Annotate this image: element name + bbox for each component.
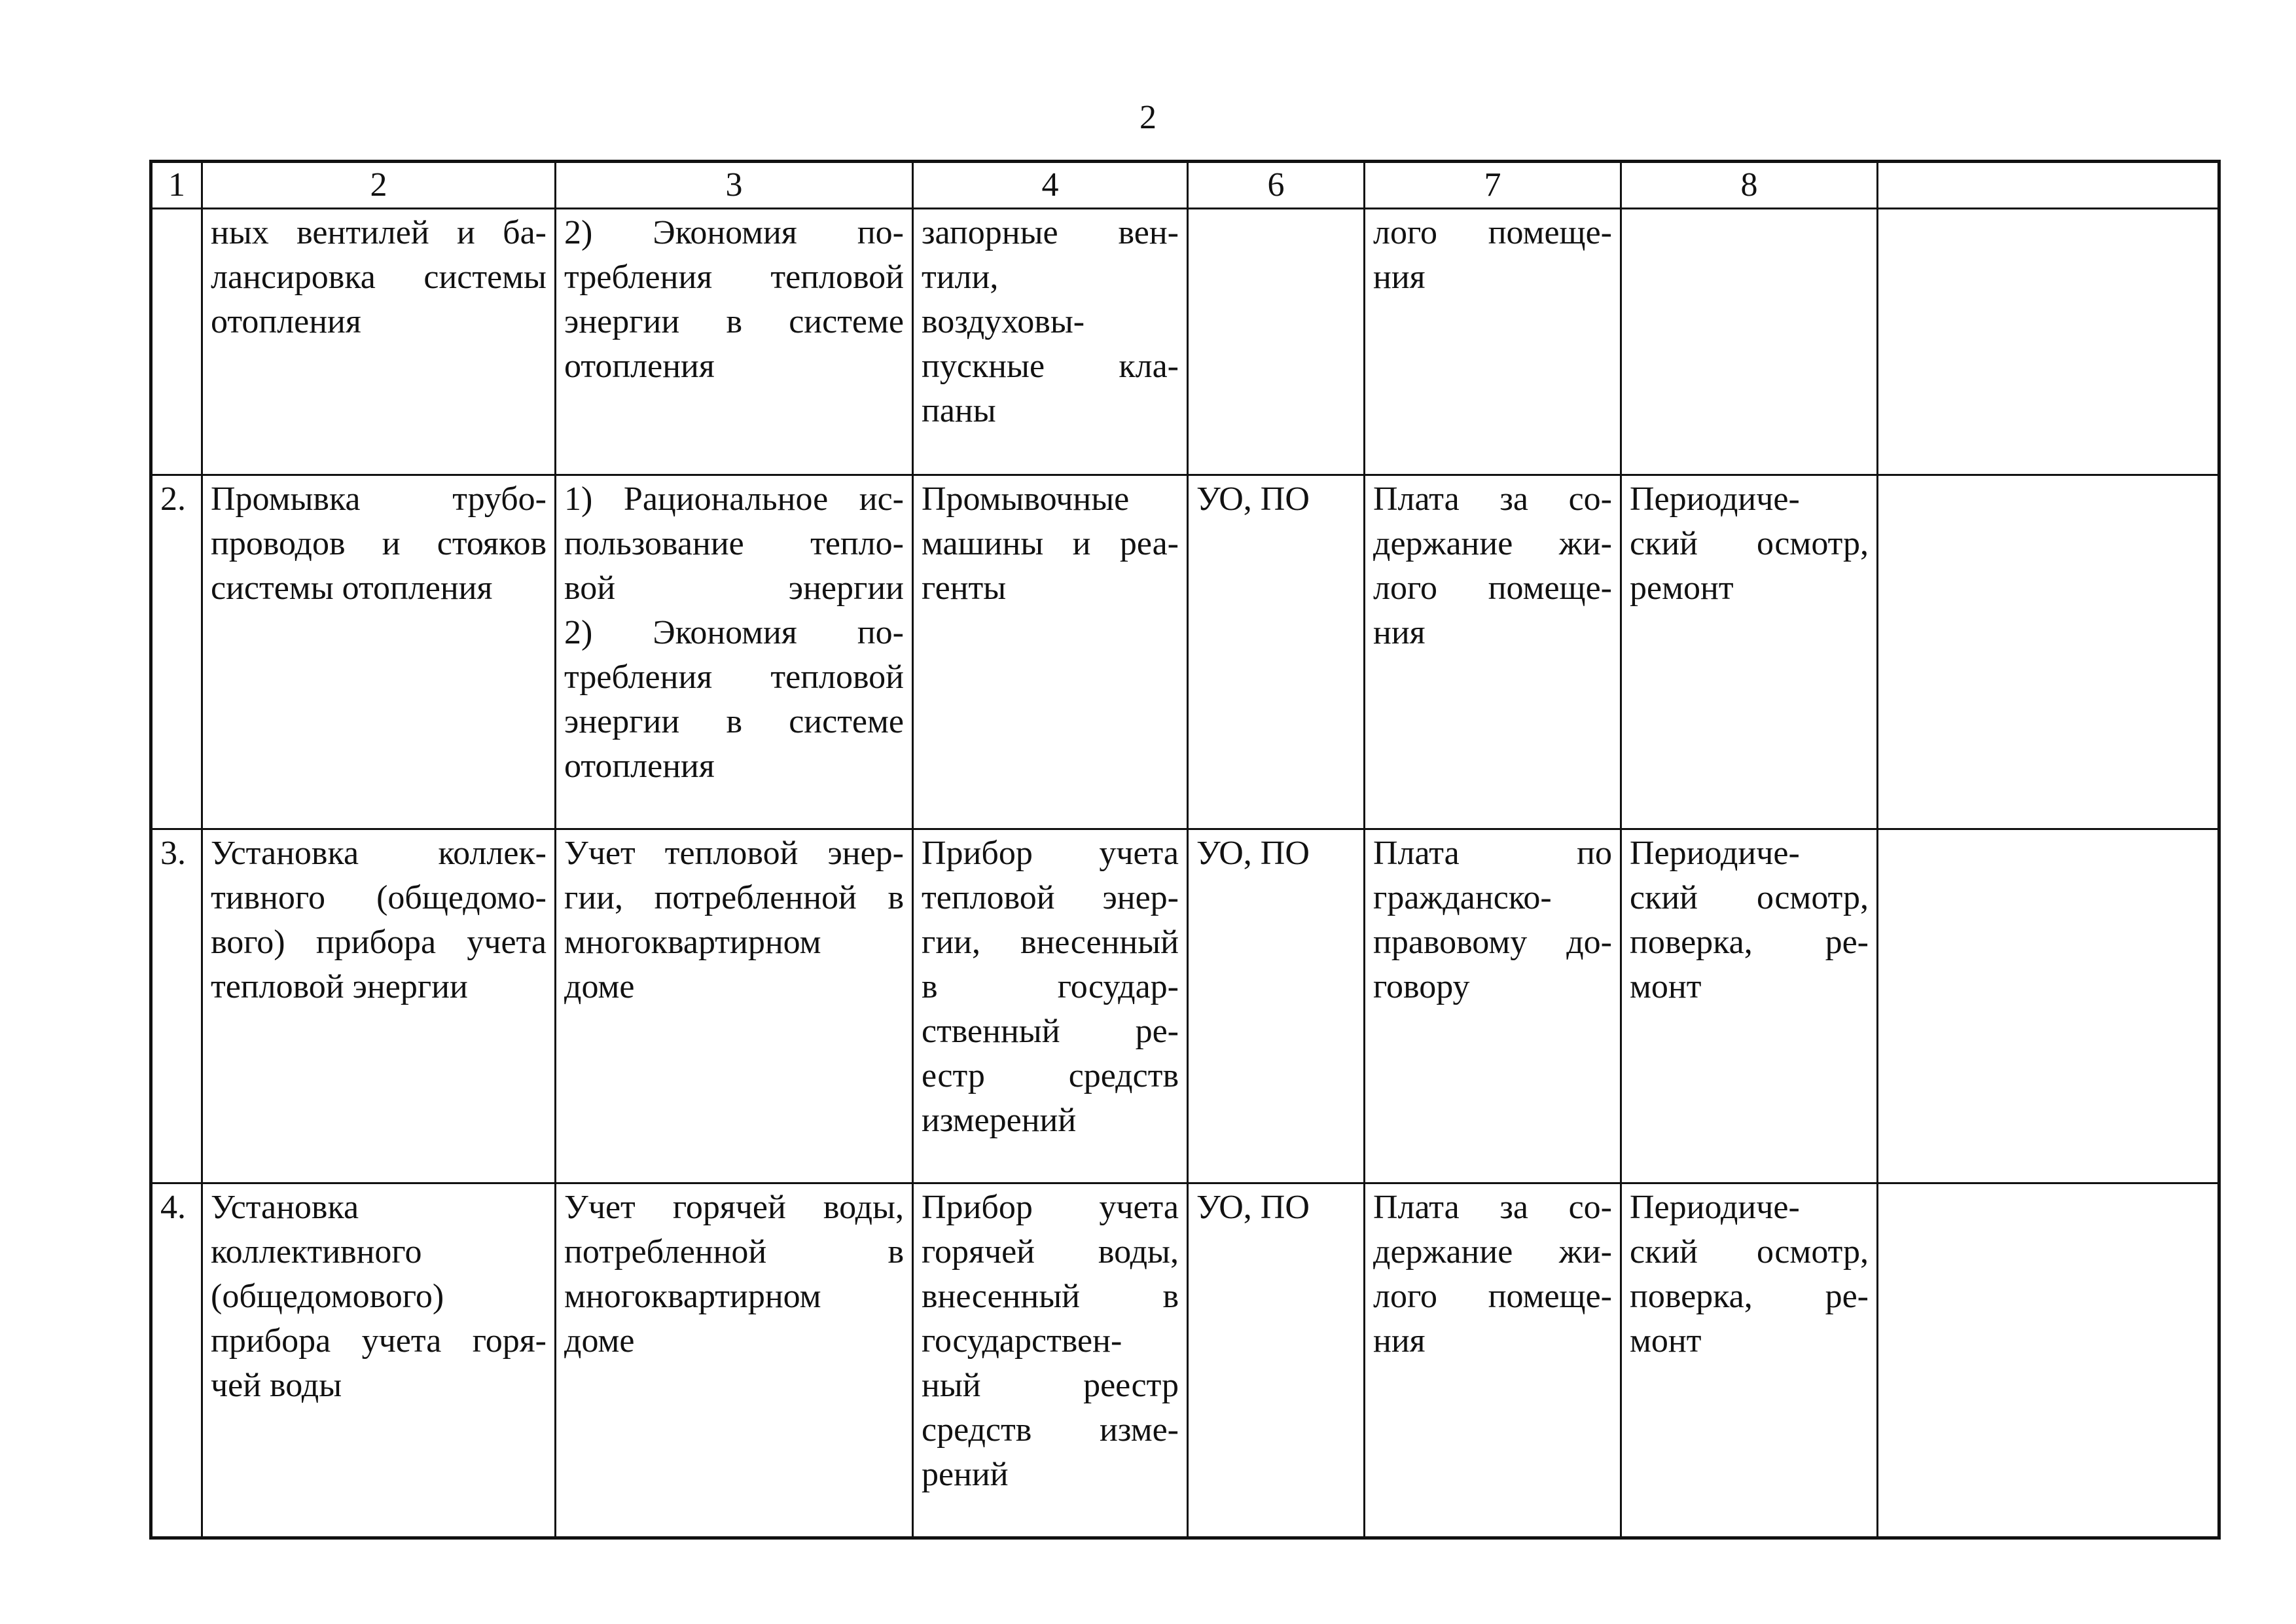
cell-line: отопления bbox=[564, 748, 715, 785]
cell-line: паны bbox=[922, 392, 996, 429]
cell-c3 bbox=[556, 209, 913, 475]
cell-line: УО, ПО bbox=[1196, 835, 1310, 872]
cell-line: пользование тепло- bbox=[564, 525, 904, 562]
cell-line: лого помеще- bbox=[1373, 214, 1612, 251]
cell-line: воздуховы- bbox=[922, 303, 1085, 340]
cell-line: Плата по bbox=[1373, 835, 1612, 872]
cell-line: монт bbox=[1630, 1322, 1702, 1360]
cell-line: поверка, ре- bbox=[1630, 1278, 1869, 1315]
cell-c7 bbox=[1365, 209, 1621, 475]
cell-line: УО, ПО bbox=[1196, 1189, 1310, 1226]
cell-line: говору bbox=[1373, 968, 1470, 1005]
cell-line: ный реестр bbox=[922, 1367, 1179, 1404]
cell-c4 bbox=[913, 829, 1188, 1183]
table-row bbox=[151, 1183, 2219, 1538]
cell-line: многоквартирном bbox=[564, 1278, 821, 1315]
row-number: 2. bbox=[151, 475, 202, 829]
cell-c3 bbox=[556, 829, 913, 1183]
cell-c9 bbox=[1878, 209, 2219, 475]
header-cell: 7 bbox=[1365, 162, 1621, 209]
cell-line: многоквартирном bbox=[564, 924, 821, 961]
cell-line: ский осмотр, bbox=[1630, 1233, 1869, 1271]
cell-line: Промывка трубо- bbox=[211, 480, 547, 518]
cell-line: гии, потребленной в bbox=[564, 879, 904, 916]
cell-line: 1) Рациональное ис- bbox=[564, 480, 904, 518]
cell-line: вой энергии bbox=[564, 569, 904, 607]
header-cell: 3 bbox=[556, 162, 913, 209]
cell-line: тепловой энергии bbox=[211, 968, 468, 1005]
cell-line: гии, внесенный bbox=[922, 924, 1179, 961]
cell-line: Периодиче- bbox=[1630, 1189, 1800, 1226]
cell-c9 bbox=[1878, 1183, 2219, 1538]
cell-line: лого помеще- bbox=[1373, 569, 1612, 607]
cell-line: тепловой энер- bbox=[922, 879, 1179, 916]
cell-line: 2) Экономия по- bbox=[564, 614, 904, 651]
cell-line: Учет тепловой энер- bbox=[564, 835, 904, 872]
cell-c6 bbox=[1188, 829, 1365, 1183]
cell-line: чей воды bbox=[211, 1367, 342, 1404]
row-number: 3. bbox=[151, 829, 202, 1183]
cell-c8 bbox=[1621, 475, 1878, 829]
cell-c7 bbox=[1365, 1183, 1621, 1538]
table-row bbox=[151, 209, 2219, 475]
cell-line: энергии в системе bbox=[564, 703, 904, 740]
cell-line: ния bbox=[1373, 614, 1426, 651]
cell-line: пускные кла- bbox=[922, 348, 1179, 385]
cell-c6 bbox=[1188, 475, 1365, 829]
cell-line: горячей воды, bbox=[922, 1233, 1179, 1271]
cell-line: вого) прибора учета bbox=[211, 924, 547, 961]
cell-line: доме bbox=[564, 1322, 635, 1360]
cell-c7 bbox=[1365, 475, 1621, 829]
cell-c8 bbox=[1621, 1183, 1878, 1538]
cell-c9 bbox=[1878, 829, 2219, 1183]
header-cell bbox=[1878, 162, 2219, 209]
cell-line: ремонт bbox=[1630, 569, 1734, 607]
cell-line: отопления bbox=[564, 348, 715, 385]
row-number: 4. bbox=[151, 1183, 202, 1538]
cell-line: (общедомового) bbox=[211, 1278, 444, 1315]
cell-c2 bbox=[202, 1183, 556, 1538]
cell-line: энергии в системе bbox=[564, 303, 904, 340]
measures-table bbox=[149, 160, 2221, 1540]
cell-line: отопления bbox=[211, 303, 361, 340]
cell-c6 bbox=[1188, 209, 1365, 475]
cell-line: держание жи- bbox=[1373, 525, 1612, 562]
cell-line: запорные вен- bbox=[922, 214, 1179, 251]
cell-line: ский осмотр, bbox=[1630, 525, 1869, 562]
cell-line: измерений bbox=[922, 1102, 1077, 1139]
cell-line: потребленной в bbox=[564, 1233, 904, 1271]
header-cell: 4 bbox=[913, 162, 1188, 209]
cell-c2 bbox=[202, 475, 556, 829]
cell-line: ния bbox=[1373, 259, 1426, 296]
cell-c9 bbox=[1878, 475, 2219, 829]
cell-line: системы отопления bbox=[211, 569, 493, 607]
cell-line: ных вентилей и ба- bbox=[211, 214, 547, 251]
cell-line: рений bbox=[922, 1456, 1009, 1493]
cell-c2 bbox=[202, 829, 556, 1183]
cell-c4 bbox=[913, 475, 1188, 829]
cell-c8 bbox=[1621, 829, 1878, 1183]
cell-c4 bbox=[913, 209, 1188, 475]
cell-line: тивного (общедомо- bbox=[211, 879, 547, 916]
cell-c3 bbox=[556, 475, 913, 829]
header-cell: 2 bbox=[202, 162, 556, 209]
cell-line: держание жи- bbox=[1373, 1233, 1612, 1271]
cell-line: Плата за со- bbox=[1373, 1189, 1612, 1226]
cell-line: внесенный в bbox=[922, 1278, 1179, 1315]
cell-line: генты bbox=[922, 569, 1007, 607]
cell-line: проводов и стояков bbox=[211, 525, 547, 562]
cell-line: Установка коллек- bbox=[211, 835, 547, 872]
cell-line: Прибор учета bbox=[922, 835, 1179, 872]
cell-line: правовому до- bbox=[1373, 924, 1612, 961]
cell-line: Учет горячей воды, bbox=[564, 1189, 904, 1226]
cell-line: естр средств bbox=[922, 1057, 1179, 1094]
cell-line: тили, bbox=[922, 259, 999, 296]
cell-line: гражданско- bbox=[1373, 879, 1552, 916]
cell-line: монт bbox=[1630, 968, 1702, 1005]
cell-line: 2) Экономия по- bbox=[564, 214, 904, 251]
cell-c3 bbox=[556, 1183, 913, 1538]
cell-line: Промывочные bbox=[922, 480, 1130, 518]
cell-line: Периодиче- bbox=[1630, 480, 1800, 518]
cell-line: Прибор учета bbox=[922, 1189, 1179, 1226]
cell-line: машины и реа- bbox=[922, 525, 1179, 562]
header-row bbox=[151, 162, 2219, 209]
cell-line: Периодиче- bbox=[1630, 835, 1800, 872]
header-cell: 8 bbox=[1621, 162, 1878, 209]
cell-line: Установка bbox=[211, 1189, 359, 1226]
cell-line: доме bbox=[564, 968, 635, 1005]
cell-line: поверка, ре- bbox=[1630, 924, 1869, 961]
cell-line: требления тепловой bbox=[564, 259, 904, 296]
cell-line: средств изме- bbox=[922, 1411, 1179, 1449]
page-number: 2 bbox=[1139, 99, 1157, 136]
cell-c8 bbox=[1621, 209, 1878, 475]
cell-line: лансировка системы bbox=[211, 259, 547, 296]
cell-c4 bbox=[913, 1183, 1188, 1538]
table-row bbox=[151, 829, 2219, 1183]
cell-line: ния bbox=[1373, 1322, 1426, 1360]
cell-line: коллективного bbox=[211, 1233, 422, 1271]
table-row bbox=[151, 475, 2219, 829]
header-cell: 1 bbox=[151, 162, 202, 209]
cell-line: в государ- bbox=[922, 968, 1179, 1005]
cell-line: прибора учета горя- bbox=[211, 1322, 547, 1360]
row-number bbox=[151, 209, 202, 475]
cell-line: УО, ПО bbox=[1196, 480, 1310, 518]
cell-c2 bbox=[202, 209, 556, 475]
header-cell: 6 bbox=[1188, 162, 1365, 209]
cell-line: лого помеще- bbox=[1373, 1278, 1612, 1315]
cell-line: ский осмотр, bbox=[1630, 879, 1869, 916]
cell-line: ственный ре- bbox=[922, 1013, 1179, 1050]
cell-c7 bbox=[1365, 829, 1621, 1183]
cell-c6 bbox=[1188, 1183, 1365, 1538]
cell-line: государствен- bbox=[922, 1322, 1122, 1360]
cell-line: требления тепловой bbox=[564, 659, 904, 696]
cell-line: Плата за со- bbox=[1373, 480, 1612, 518]
